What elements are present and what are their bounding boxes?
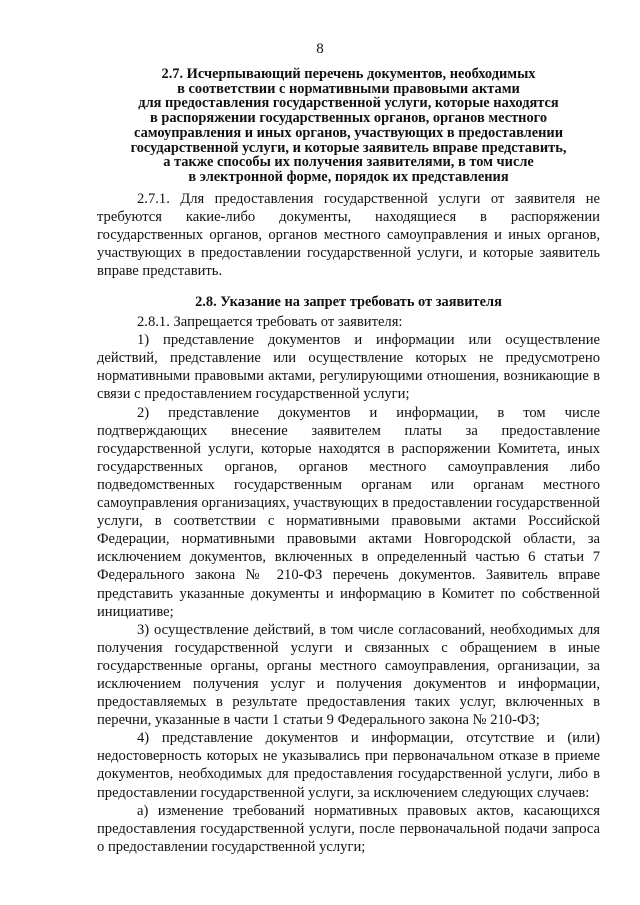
- page-number: 8: [316, 41, 324, 57]
- list-item-4a: а) изменение требований нормативных правовых актов, касающихся предоставления государственной услуги, после первоначальной подачи запроса о предоставлении государственной услуги;: [97, 802, 600, 855]
- section-2-8-heading: 2.8. Указание на запрет требовать от заявителя: [195, 294, 502, 311]
- paragraph-2-7-1: 2.7.1. Для предоставления государственной услуги от заявителя не требуются какие-либо документы, находящиеся в распоряжении государственных органов, органов местного самоуправления и иных органов, участвующих в предоставлении государственной услуги, и которые заявитель вправе представить.: [97, 190, 600, 279]
- heading-line: 2.7. Исчерпывающий перечень документов, необходимых: [161, 66, 536, 82]
- heading-line: самоуправления и иных органов, участвующих в предоставлении: [134, 124, 563, 141]
- heading-line: в распоряжении государственных органов, органов местного: [149, 110, 548, 127]
- list-item-1: 1) представление документов и информации или осуществление действий, представление или осуществление которых не предусмотрено нормативными правовыми актами, регулирующими отношения, возникающие в связи с предоставлением государственной услуги;: [97, 332, 600, 403]
- heading-line: для предоставления государственной услуги, которые находятся: [138, 95, 559, 112]
- list-item-4: 4) представление документов и информации, отсутствие и (или) недостоверность которых не указывались при первоначальном отказе в приеме документов, необходимых для предоставления государственной услуги, либо в предоставлении государственной услуги, за исключением следующих случаев:: [97, 730, 600, 801]
- heading-line: государственной услуги, и которые заявитель вправе представить,: [130, 139, 567, 156]
- paragraph-2-8-1: 2.8.1. Запрещается требовать от заявителя:: [137, 314, 403, 331]
- heading-line: а также способы их получения заявителями, в том числе: [163, 154, 534, 171]
- page-content: [97, 67, 600, 856]
- section-2-7-heading: [97, 67, 600, 185]
- list-item-2: 2) представление документов и информации, в том числе подтверждающих внесение заявителем платы за предоставление государственной услуги, которые находятся в распоряжении Комитета, иных государственных органов, органов местного самоуправления либо подведомственных государственным органам или органам местного самоуправления организациях, участвующих в предоставлении государственной услуги, в соответствии с нормативными правовыми актами Российской Федерации, нормативными правовыми актами Новгородской области, за исключением документов, включенных в определенный частью 6 статьи 7 Федерального закона № 210-ФЗ перечень документов. Заявитель вправе представить указанные документы и информацию в Комитет по собственной инициативе;: [97, 404, 600, 620]
- list-item-3: 3) осуществление действий, в том числе согласований, необходимых для получения государственной услуги и связанных с обращением в иные государственные органы, органы местного самоуправления, организации, за исключением получения услуг и получения документов и информации, предоставляемых в результате предоставления таких услуг, включенных в перечни, указанные в части 1 статьи 9 Федерального закона № 210-ФЗ;: [97, 621, 600, 729]
- heading-line: в соответствии с нормативными правовыми актами: [177, 80, 520, 97]
- heading-line: в электронной форме, порядок их представления: [188, 168, 509, 185]
